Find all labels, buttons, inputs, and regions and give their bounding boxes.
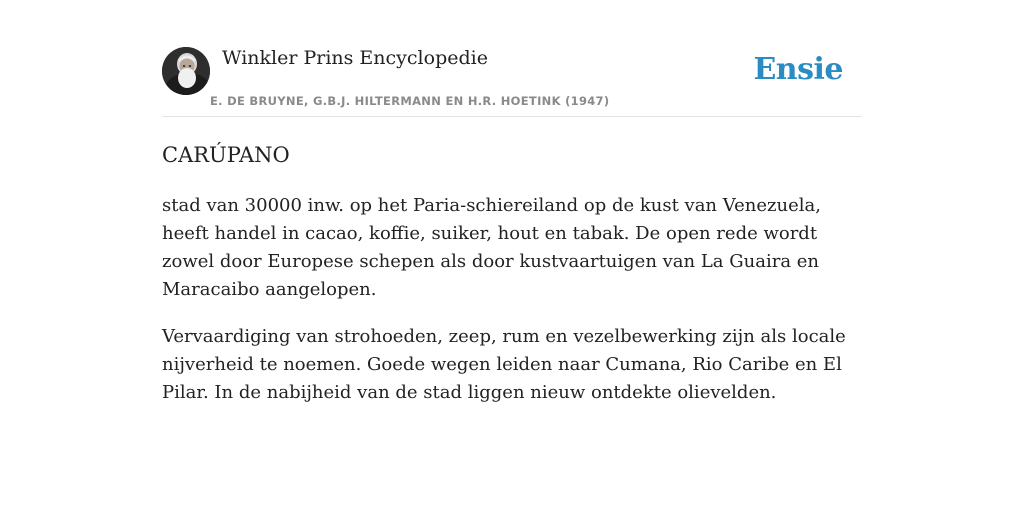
entry-paragraph: stad van 30000 inw. op het Paria-schiereiland op de kust van Venezuela, heeft handel in cacao, koffie, suiker, hout en tabak. De open rede wordt zowel door Europese schepen als door kustvaartuigen van La Guaira en Maracaibo aangelopen. <box>162 195 821 300</box>
entry-content <box>162 192 862 426</box>
authors-credit: E. DE BRUYNE, G.B.J. HILTERMANN EN H.R. HOETINK (1947) <box>210 94 610 108</box>
header <box>162 46 862 117</box>
entry-title: CARÚPANO <box>162 143 290 167</box>
bearded-man-portrait-icon <box>162 47 210 95</box>
author-avatar[interactable] <box>162 47 210 95</box>
site-title[interactable]: Winkler Prins Encyclopedie <box>222 47 488 69</box>
entry-paragraph: Vervaardiging van strohoeden, zeep, rum en vezelbewerking zijn als locale nijverheid te noemen. Goede wegen leiden naar Cumana, Rio Caribe en El Pilar. In de nabijheid van de stad liggen nieuw ontdekte olievelden. <box>162 326 846 403</box>
ensie-logo[interactable]: Ensie <box>753 52 843 87</box>
